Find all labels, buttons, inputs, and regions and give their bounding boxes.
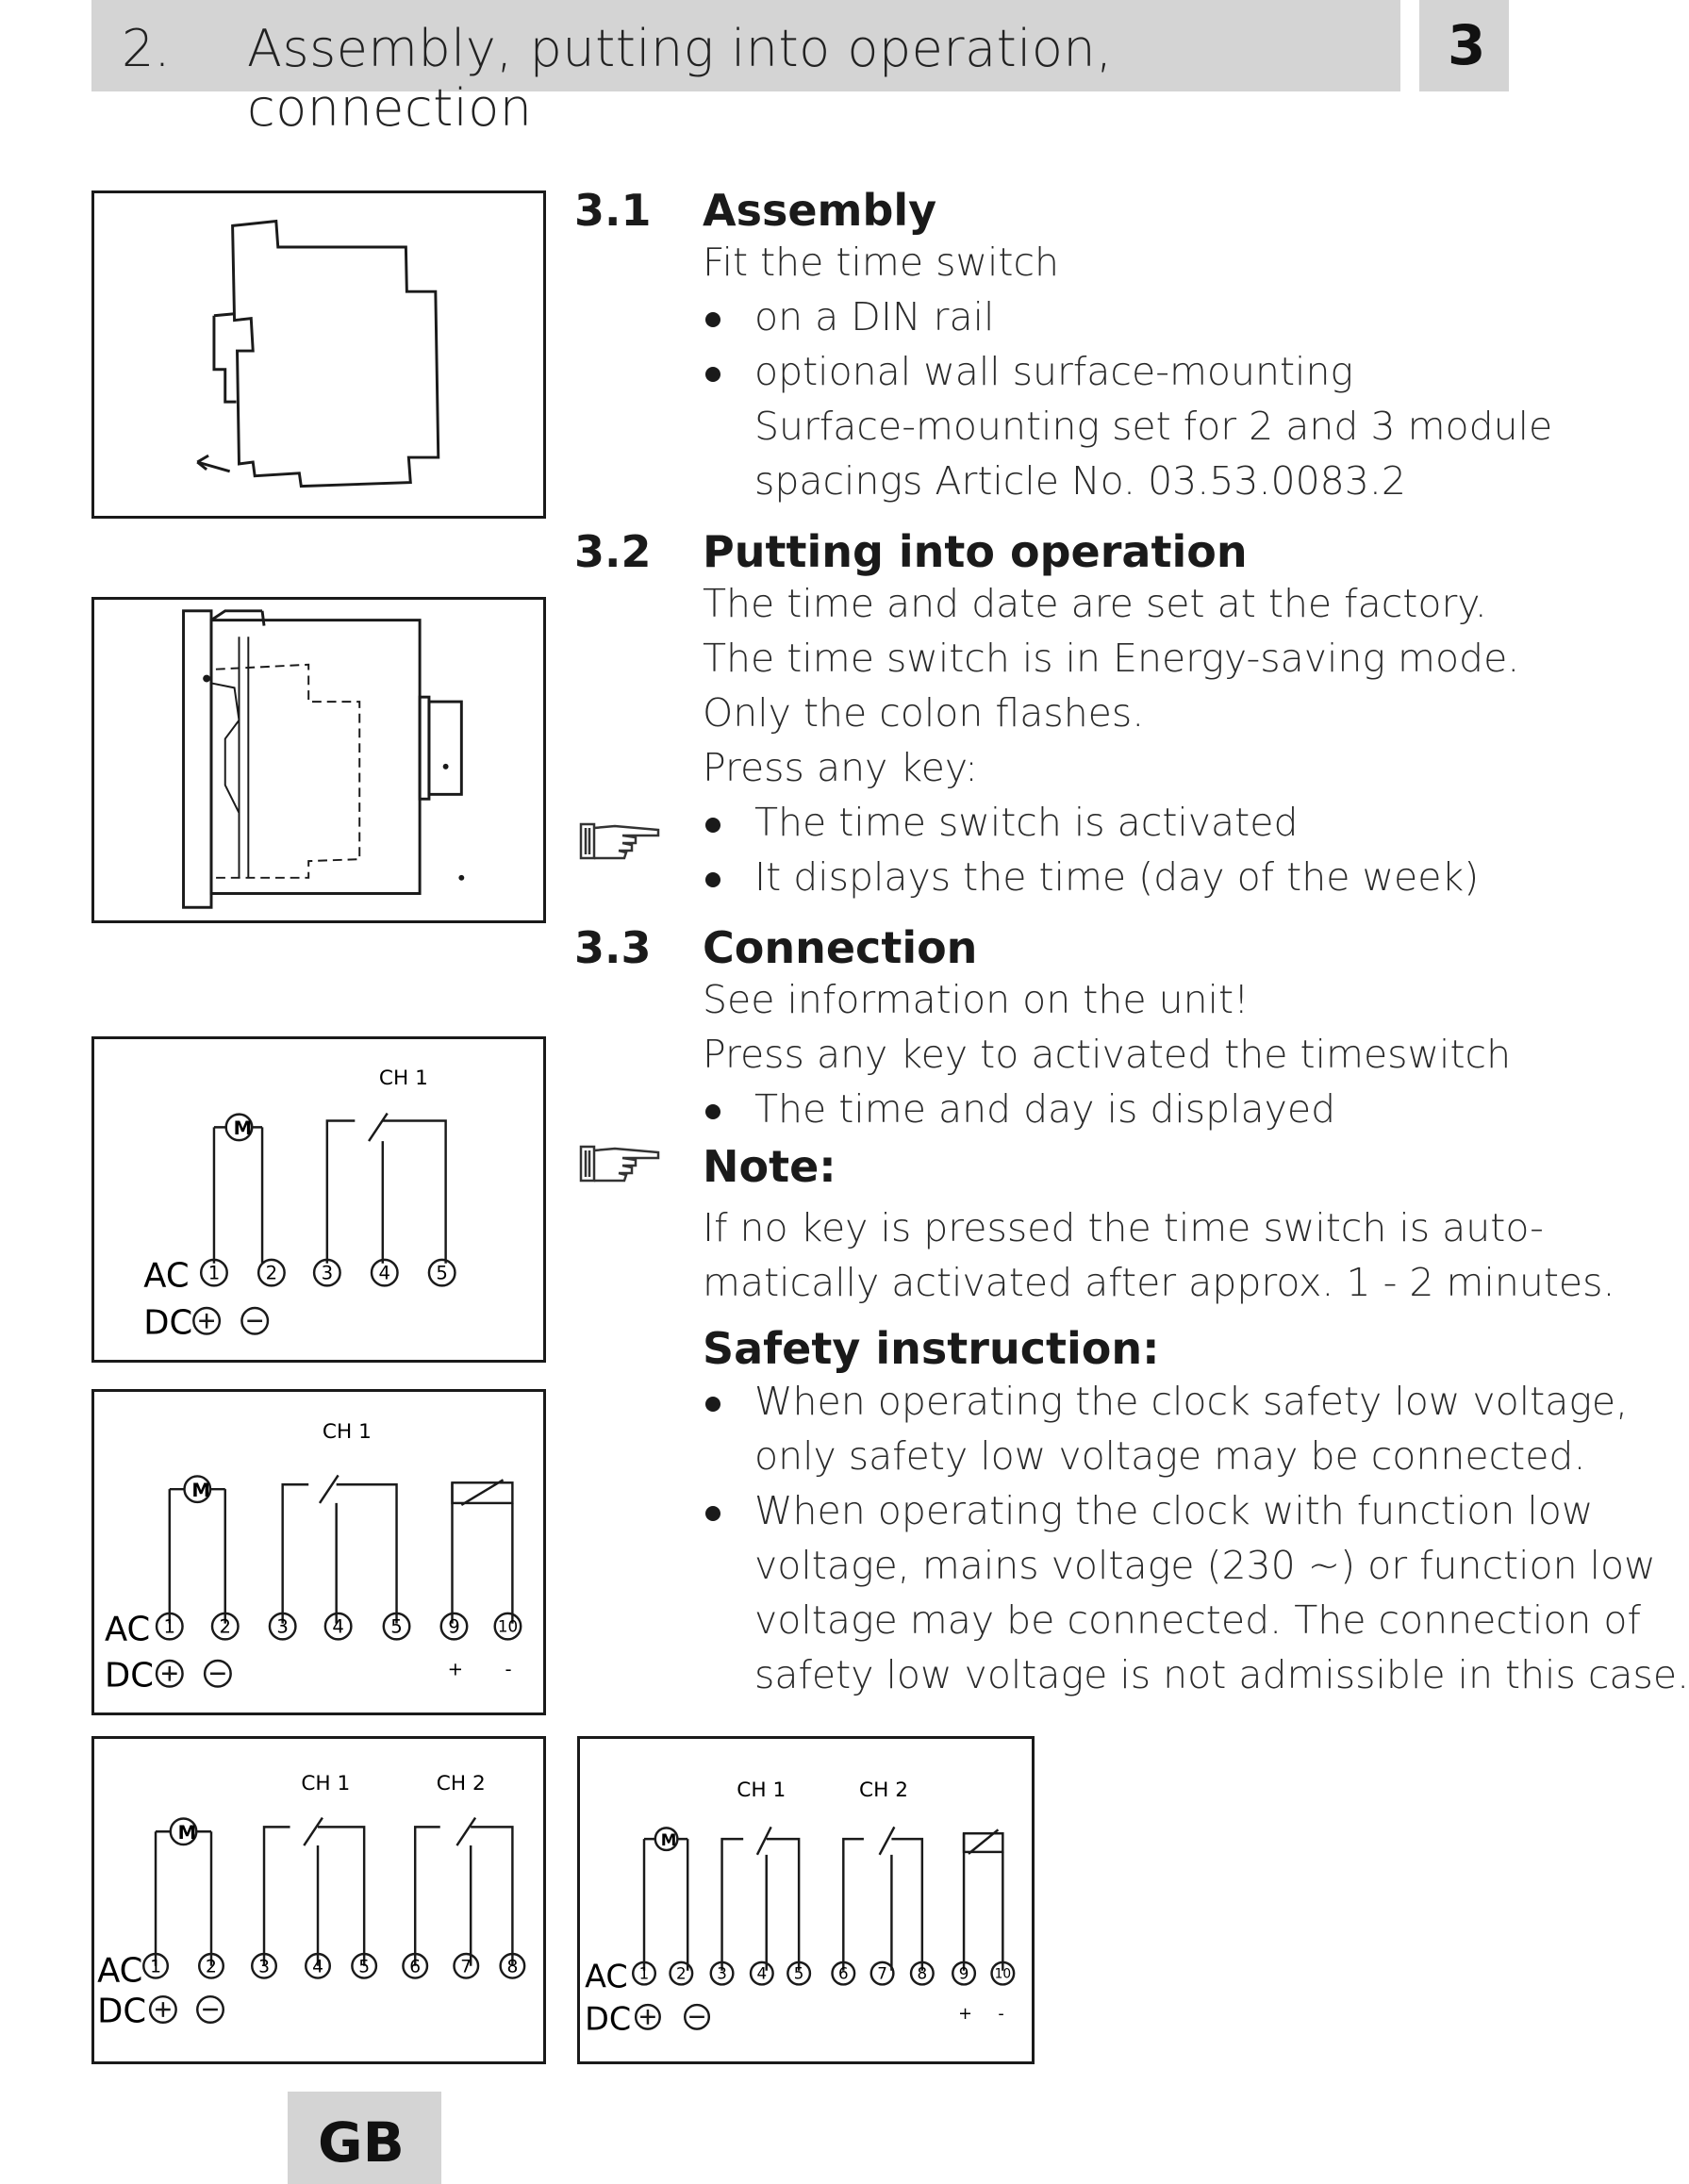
wiring-drawing-ch1-ch2-extended bbox=[580, 1739, 1032, 2061]
terminal-2: 2 bbox=[265, 1262, 278, 1284]
section-title-connection: Connection bbox=[703, 922, 978, 973]
wiring-diagram-ch1 bbox=[91, 1036, 546, 1363]
terminal-10: 10 bbox=[994, 1966, 1012, 1982]
assembly-bullet-wall-mount: optional wall surface-mounting bbox=[754, 349, 1354, 394]
din-rail-drawing bbox=[94, 193, 543, 516]
connection-line: See information on the unit! bbox=[703, 977, 1250, 1022]
language-tab bbox=[288, 2092, 441, 2184]
din-rail-figure bbox=[91, 190, 546, 519]
page-tab-number: 3 bbox=[1448, 13, 1486, 77]
ac-label: AC bbox=[585, 1958, 628, 1995]
terminal-5: 5 bbox=[793, 1963, 804, 1983]
section-number-3-2: 3.2 bbox=[574, 526, 652, 577]
operation-line: Only the colon flashes. bbox=[703, 690, 1145, 736]
assembly-continuation-line: Surface-mounting set for 2 and 3 module bbox=[754, 404, 1553, 449]
safety-bullet-line: safety low voltage is not admissible in this case. bbox=[754, 1652, 1689, 1697]
minus-label: - bbox=[998, 2004, 1004, 2024]
terminal-4: 4 bbox=[378, 1262, 391, 1284]
operation-bullet-activated: The time switch is activated bbox=[754, 800, 1299, 845]
bullet-dot bbox=[705, 1397, 720, 1412]
wiring-drawing-ch1-ch2 bbox=[94, 1739, 543, 2061]
ac-label: AC bbox=[105, 1610, 151, 1649]
motor-label: M bbox=[177, 1822, 197, 1845]
bullet-dot bbox=[705, 312, 720, 327]
note-title: Note: bbox=[703, 1141, 836, 1192]
terminal-7: 7 bbox=[460, 1957, 472, 1977]
bullet-dot bbox=[705, 1506, 720, 1521]
ac-label: AC bbox=[97, 1951, 143, 1991]
terminal-10: 10 bbox=[497, 1616, 519, 1636]
terminal-6: 6 bbox=[409, 1957, 422, 1977]
terminal-8: 8 bbox=[917, 1963, 928, 1983]
dc-label: DC bbox=[143, 1303, 193, 1343]
ch1-label: CH 1 bbox=[301, 1772, 351, 1796]
terminal-5: 5 bbox=[358, 1957, 371, 1977]
dc-label: DC bbox=[105, 1656, 154, 1696]
terminal-1: 1 bbox=[207, 1262, 221, 1284]
terminal-4: 4 bbox=[756, 1963, 768, 1983]
note-line: matically activated after approx. 1 - 2 minutes. bbox=[703, 1260, 1615, 1305]
minus-label: - bbox=[505, 1658, 512, 1680]
surface-mount-figure bbox=[91, 597, 546, 923]
ch2-label: CH 2 bbox=[859, 1778, 908, 1802]
wiring-diagram-ch1-ch2 bbox=[91, 1736, 546, 2064]
chapter-number: 2. bbox=[122, 19, 171, 78]
connection-line: Press any key to activated the timeswitch bbox=[703, 1032, 1512, 1077]
terminal-3: 3 bbox=[276, 1615, 289, 1638]
note-line: If no key is pressed the time switch is auto- bbox=[703, 1205, 1544, 1250]
safety-bullet-line: When operating the clock safety low voltage, bbox=[754, 1379, 1629, 1424]
ac-label: AC bbox=[143, 1256, 190, 1296]
terminal-9: 9 bbox=[958, 1963, 969, 1983]
safety-title: Safety instruction: bbox=[703, 1323, 1160, 1374]
plus-label: + bbox=[447, 1658, 464, 1680]
terminal-3: 3 bbox=[258, 1957, 270, 1977]
operation-bullet-displays-time: It displays the time (day of the week) bbox=[754, 854, 1480, 900]
terminal-2: 2 bbox=[676, 1963, 687, 1983]
terminal-8: 8 bbox=[506, 1957, 519, 1977]
safety-bullet-line: only safety low voltage may be connected. bbox=[754, 1433, 1586, 1479]
bullet-dot bbox=[705, 872, 720, 887]
terminal-5: 5 bbox=[436, 1262, 448, 1284]
terminal-2: 2 bbox=[219, 1615, 232, 1638]
section-number-3-1: 3.1 bbox=[574, 185, 652, 236]
operation-line: Press any key: bbox=[703, 745, 978, 790]
connection-bullet-time-day: The time and day is displayed bbox=[754, 1086, 1336, 1132]
terminal-1: 1 bbox=[150, 1957, 161, 1977]
assembly-bullet-din-rail: on a DIN rail bbox=[754, 294, 995, 339]
terminal-7: 7 bbox=[877, 1963, 887, 1983]
terminal-3: 3 bbox=[717, 1963, 727, 1983]
safety-bullet-line: voltage, mains voltage (230 ~) or function low bbox=[754, 1543, 1656, 1588]
plus-label: + bbox=[958, 2004, 972, 2024]
ch1-label: CH 1 bbox=[737, 1778, 787, 1802]
terminal-1: 1 bbox=[163, 1615, 176, 1638]
assembly-intro: Fit the time switch bbox=[703, 240, 1059, 285]
section-title-putting-into-operation: Putting into operation bbox=[703, 526, 1248, 577]
wiring-diagram-ch1-extended bbox=[91, 1389, 546, 1715]
section-title-assembly: Assembly bbox=[703, 185, 937, 236]
operation-line: The time and date are set at the factory. bbox=[703, 581, 1487, 626]
terminal-1: 1 bbox=[638, 1963, 650, 1983]
terminal-5: 5 bbox=[390, 1615, 403, 1638]
chapter-title: Assembly, putting into operation, connection bbox=[247, 19, 1113, 138]
terminal-2: 2 bbox=[206, 1957, 217, 1977]
terminal-9: 9 bbox=[448, 1615, 460, 1638]
terminal-6: 6 bbox=[837, 1963, 849, 1983]
terminal-4: 4 bbox=[332, 1615, 344, 1638]
assembly-continuation-line: spacings Article No. 03.53.0083.2 bbox=[754, 458, 1406, 504]
pointing-hand-icon bbox=[577, 819, 662, 864]
terminal-4: 4 bbox=[312, 1957, 323, 1977]
pointing-hand-icon bbox=[577, 1141, 662, 1186]
safety-bullet-line: When operating the clock with function low bbox=[754, 1488, 1594, 1533]
dc-label: DC bbox=[97, 1992, 147, 2031]
motor-label: M bbox=[191, 1480, 210, 1502]
chapter-header bbox=[91, 0, 1400, 138]
ch1-label: CH 1 bbox=[378, 1067, 428, 1091]
terminal-3: 3 bbox=[321, 1262, 334, 1284]
dc-label: DC bbox=[585, 2000, 632, 2038]
page-tab bbox=[1419, 0, 1509, 91]
wiring-drawing-ch1-extended bbox=[94, 1392, 543, 1712]
motor-label: M bbox=[660, 1830, 677, 1850]
operation-line: The time switch is in Energy-saving mode. bbox=[703, 636, 1520, 681]
wiring-diagram-ch1-ch2-extended bbox=[577, 1736, 1035, 2064]
safety-bullet-line: voltage may be connected. The connection of bbox=[754, 1597, 1641, 1643]
motor-label: M bbox=[233, 1117, 253, 1140]
bullet-dot bbox=[705, 367, 720, 382]
wiring-drawing-ch1 bbox=[94, 1039, 543, 1360]
language-tab-label: GB bbox=[318, 2110, 405, 2175]
surface-mount-drawing bbox=[94, 600, 543, 920]
ch2-label: CH 2 bbox=[436, 1772, 486, 1796]
bullet-dot bbox=[705, 1104, 720, 1119]
bullet-dot bbox=[705, 818, 720, 833]
ch1-label: CH 1 bbox=[322, 1420, 372, 1445]
section-number-3-3: 3.3 bbox=[574, 922, 652, 973]
